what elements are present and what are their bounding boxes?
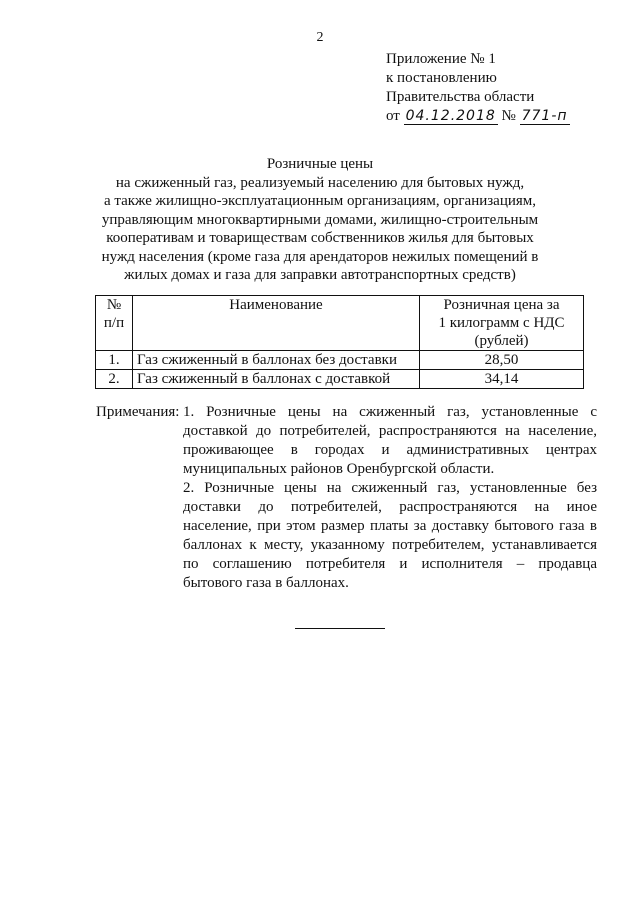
appendix-line-2: к постановлению [386,70,497,86]
table-row [96,370,584,389]
row-name: Газ сжиженный в баллонах с доставкой [133,370,420,389]
title-line: на сжиженный газ, реализуемый населению для бытовых нужд, [115,174,525,191]
row-num: 2. [96,370,133,389]
row-price: 34,14 [420,370,584,389]
page-number: 2 [316,30,324,45]
title-line: нужд населения (кроме газа для арендаторов нежилых помещений в [101,248,539,265]
row-name: Газ сжиженный в баллонах без доставки [133,351,420,370]
appendix-header [386,50,570,126]
table-row [96,351,584,370]
document-title [60,155,580,285]
table-header-row [96,296,584,351]
note-2: 2. Розничные цены на сжиженный газ, установленные без доставки до потребителей, распространяются на иное население, при этом размер платы за доставку бытового газа в баллонах к месту, указанному потребителем, устанавливается по соглашению потребителя и исполнителя – продавца бытового газа в баллонах. [183,480,597,591]
appendix-line-1: Приложение № 1 [386,51,496,67]
appendix-date-line [386,107,570,126]
title-line: жилых домах и газа для заправки автотранспортных средств) [124,267,516,283]
row-price: 28,50 [420,351,584,370]
title-line: а также жилищно-эксплуатационным организациям, организациям, [103,193,537,209]
note-1: 1. Розничные цены на сжиженный газ, установленные с доставкой до потребителей, распространяются на население, проживающее в городах и административных центрах муниципальных районов Оренбургской области. [183,404,597,477]
handwritten-date: 04.12.2018 [405,108,496,124]
header-num: № п/п [96,296,133,351]
title-line: кооперативам и товариществам собственников жилья для бытовых [106,230,534,246]
title-line: управляющим многоквартирными домами, жилищно-строительным [101,211,539,228]
header-name: Наименование [133,296,420,351]
header-price: Розничная цена за 1 килограмм с НДС (рублей) [420,296,584,351]
number-prefix: № [501,108,516,124]
closing-divider [295,628,385,629]
price-table [95,295,584,389]
date-prefix: от [386,108,400,124]
notes-label: Примечания: [96,404,180,420]
appendix-line-3: Правительства области [386,89,535,105]
handwritten-number: 771-п [521,108,568,124]
title-line: Розничные цены [266,156,374,172]
row-num: 1. [96,351,133,370]
